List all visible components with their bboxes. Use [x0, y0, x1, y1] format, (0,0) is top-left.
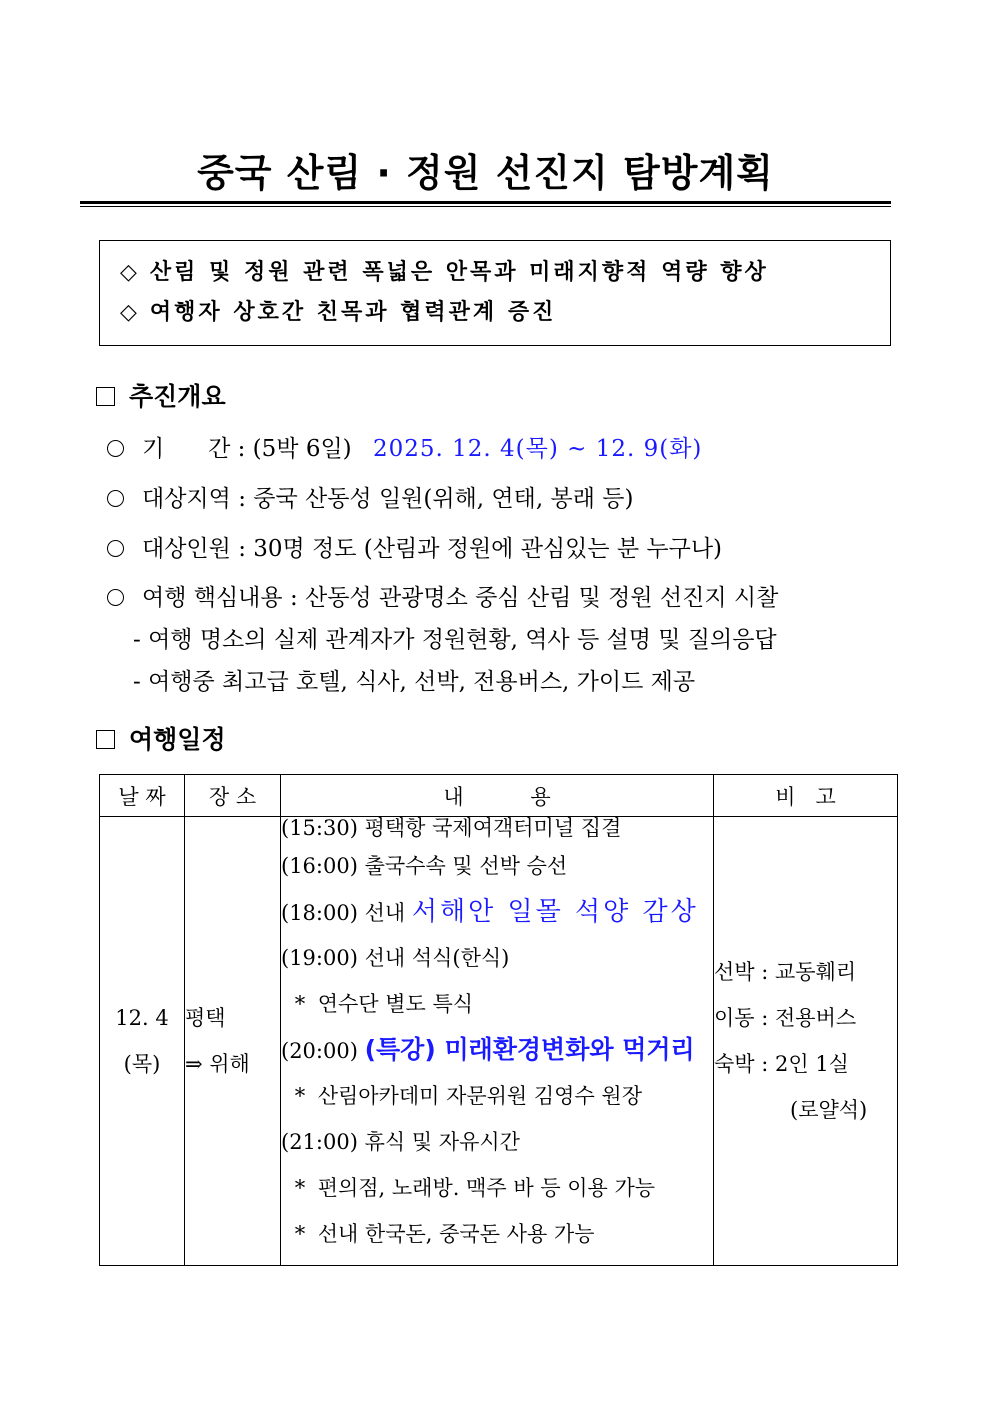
content-line	[281, 851, 713, 897]
people-value: : 30명 정도 (산림과 정원에 관심있는 분 누구나)	[238, 536, 723, 562]
content-time: (21:00)	[281, 1130, 358, 1154]
place-cell	[185, 817, 281, 1266]
content-text: 휴식 및 자유시간	[364, 1130, 520, 1154]
note-line: 이동 : 전용버스	[714, 1006, 857, 1030]
content-text: 편의점, 노래방. 맥주 바 등 이용 가능	[317, 1176, 656, 1200]
core-label: 여행 핵심내용	[142, 585, 283, 611]
note-line: (로얄석)	[790, 1098, 868, 1122]
content-line	[281, 989, 713, 1035]
content-highlight: (특강) 미래환경변화와 먹거리	[364, 1035, 695, 1064]
content-time: (15:30)	[281, 816, 358, 840]
content-text: 평택항 국제여객터미널 집결	[364, 816, 622, 840]
diamond-icon: ◇	[120, 259, 140, 285]
content-text: 연수단 별도 특식	[317, 992, 474, 1016]
period-label: 기 간	[142, 436, 231, 462]
content-time: (16:00)	[281, 854, 358, 878]
content-text: 출국수속 및 선박 승선	[364, 854, 568, 878]
header-date: 날 짜	[100, 775, 185, 817]
content-line	[281, 1173, 713, 1219]
core-value: : 산동성 관광명소 중심 산림 및 정원 선진지 시찰	[289, 585, 779, 611]
section-heading-schedule-label: 여행일정	[129, 725, 226, 754]
square-icon	[96, 387, 115, 406]
content-line	[281, 1219, 713, 1265]
content-cell	[281, 817, 714, 1266]
circle-bullet-icon	[107, 440, 124, 457]
core-detail-2: - 여행중 최고급 호텔, 식사, 선박, 전용버스, 가이드 제공	[133, 669, 696, 695]
overview-period	[107, 433, 702, 465]
asterisk-icon: *	[294, 1176, 306, 1200]
content-time: (18:00)	[281, 901, 358, 925]
header-notes: 비 고	[714, 775, 898, 817]
goal-line-2	[120, 297, 556, 327]
diamond-icon: ◇	[120, 299, 140, 325]
header-content: 내 용	[281, 775, 714, 817]
content-line	[281, 1127, 713, 1173]
content-time: (20:00)	[281, 1039, 358, 1063]
square-icon	[96, 730, 115, 749]
content-line	[281, 897, 713, 943]
title-rule-thick	[80, 201, 891, 204]
region-value: : 중국 산동성 일원(위해, 연태, 봉래 등)	[238, 486, 634, 512]
goal-line-1	[120, 257, 769, 287]
content-line	[281, 817, 713, 851]
content-line	[281, 1035, 713, 1081]
table-header-row	[100, 775, 898, 817]
content-line	[281, 943, 713, 989]
core-detail-1: - 여행 명소의 실제 관계자가 정원현황, 역사 등 설명 및 질의응답	[133, 627, 777, 653]
asterisk-icon: *	[294, 992, 306, 1016]
date-cell	[100, 817, 185, 1266]
note-line: 숙박 : 2인 1실	[714, 1052, 849, 1076]
overview-core	[107, 582, 778, 614]
people-label: 대상인원	[142, 536, 231, 562]
title-rule-thin	[80, 206, 891, 207]
overview-people	[107, 533, 722, 565]
content-time: (19:00)	[281, 946, 358, 970]
circle-bullet-icon	[107, 540, 124, 557]
content-highlight: 서해안 일몰 석양 감상	[411, 897, 699, 927]
content-text: 선내 석식(한식)	[364, 946, 510, 970]
place-line-2: ⇒ 위해	[185, 1052, 250, 1076]
content-text: 선내 한국돈, 중국돈 사용 가능	[317, 1222, 595, 1246]
goal-box	[99, 240, 891, 346]
table-row	[100, 817, 898, 1266]
notes-cell	[714, 817, 898, 1266]
content-line	[281, 1081, 713, 1127]
place-line-1: 평택	[185, 1006, 226, 1030]
asterisk-icon: *	[294, 1084, 306, 1108]
section-heading-schedule	[96, 723, 226, 757]
content-text: 산림아카데미 자문위원 김영수 원장	[317, 1084, 643, 1108]
region-label: 대상지역	[142, 486, 231, 512]
overview-region	[107, 483, 633, 515]
date-line-2: (목)	[123, 1052, 161, 1076]
goal-text-2: 여행자 상호간 친목과 협력관계 증진	[149, 299, 557, 325]
section-heading-overview-label: 추진개요	[129, 382, 226, 411]
circle-bullet-icon	[107, 589, 124, 606]
header-place: 장 소	[185, 775, 281, 817]
date-line-1: 12. 4	[115, 1006, 169, 1030]
period-prefix: : (5박 6일)	[237, 436, 352, 462]
circle-bullet-icon	[107, 490, 124, 507]
schedule-table	[99, 774, 898, 1266]
goal-text-1: 산림 및 정원 관련 폭넓은 안목과 미래지향적 역량 향상	[149, 259, 769, 285]
asterisk-icon: *	[294, 1222, 306, 1246]
document-title: 중국 산림 · 정원 선진지 탐방계획	[197, 151, 774, 195]
note-line: 선박 : 교동훼리	[714, 960, 857, 984]
section-heading-overview	[96, 380, 226, 414]
period-dates: 2025. 12. 4(목) ~ 12. 9(화)	[372, 436, 703, 462]
content-text: 선내	[364, 901, 406, 925]
